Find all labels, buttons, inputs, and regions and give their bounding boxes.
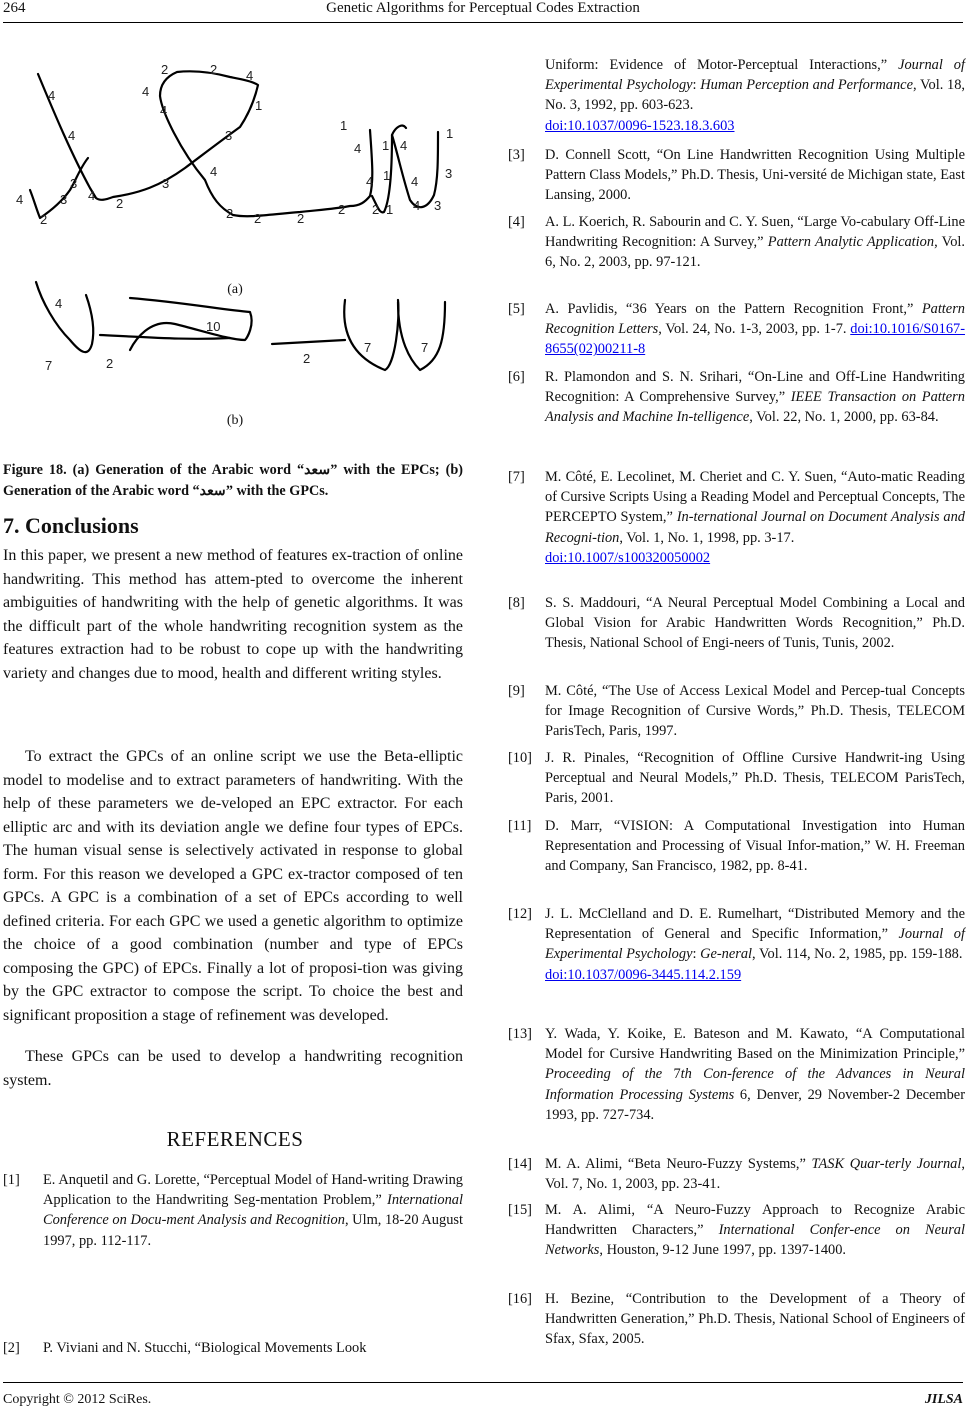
stroke-a-tick <box>392 126 406 135</box>
subfigure-label-b: (b) <box>226 413 244 428</box>
stroke-b-right-arc <box>100 335 230 339</box>
label-a: 4 <box>68 128 76 143</box>
label-a: 4 <box>210 164 218 179</box>
label-a: 2 <box>338 202 346 217</box>
label-a: 3 <box>445 166 453 181</box>
label-a: 1 <box>383 168 391 183</box>
journal-abbrev: JILSA <box>924 1392 963 1407</box>
handwriting-figure <box>0 40 470 440</box>
label-a: 1 <box>446 126 454 141</box>
paragraph: These GPCs can be used to develop a handwriting recognition system. <box>3 1048 463 1089</box>
paragraph: In this paper, we present a new method of features ex-traction of online handwriting. This method has attem-pted to overcome the inherent ambiguities of handwriting with the help of genetic algorithms. It was the difficult part of the whole handwriting recognition system as the features extraction had to be robust to cope up with the handwriting variety and changes due to mood, health and different writing styles. <box>3 547 463 682</box>
label-b: 7 <box>364 340 372 355</box>
label-b: 7 <box>421 340 429 355</box>
stroke-b-u-left <box>344 300 398 370</box>
label-b: 4 <box>55 296 63 311</box>
page-header <box>0 0 966 20</box>
label-a: 3 <box>162 176 170 191</box>
footer-rule <box>3 1382 963 1383</box>
label-a: 1 <box>382 138 390 153</box>
running-title: Genetic Algorithms for Perceptual Codes Extraction <box>326 0 640 16</box>
label-a: 2 <box>161 62 169 77</box>
label-a: 2 <box>40 212 48 227</box>
label-b: 2 <box>303 351 311 366</box>
stroke-b-u-right <box>398 302 445 370</box>
label-a: 2 <box>254 211 262 226</box>
label-a: 4 <box>142 84 150 99</box>
label-a: 4 <box>246 68 254 83</box>
reference-2: [2] P. Viviani and N. Stucchi, “Biological Movements Look <box>3 1340 367 1356</box>
label-a: 2 <box>297 211 305 226</box>
label-a: 4 <box>88 188 96 203</box>
reference-1: [1] E. Anquetil and G. Lorette, “Perceptual Model of Hand-writing Drawing Application to the Handwriting Seg-mentation Problem,” International Conference on Docu-ment Analysis and Recognition, Ulm, 18-20 August 1997, pp. 112-117. <box>3 1172 463 1249</box>
label-a: 2 <box>210 62 218 77</box>
label-a: 4 <box>354 141 362 156</box>
doi-link[interactable]: doi:10.1037/0096-3445.114.2.159 <box>545 966 742 983</box>
stroke-b-x-curve <box>130 298 252 350</box>
label-a: 1 <box>340 118 348 133</box>
label-b: 2 <box>106 356 114 371</box>
label-a: 3 <box>225 128 233 143</box>
label-b: 7 <box>45 358 53 373</box>
figure-18 <box>0 40 470 460</box>
header-rule <box>3 22 963 23</box>
paragraph: To extract the GPCs of an online script we use the Beta-elliptic model to modelise and to extract parameters of handwriting. With the help of these parameters we de-veloped an EPC extractor. For each elliptic arc and with its deviation angle we define four types of EPCs. The human visual sense is selectively activated in response to global form. For this reason we developed a GPC ex-tractor composed of ten GPCs. A GPC is a combination of a set of EPCs according to well defined criteria. For each GPC we used a genetic algorithm to optimize the choice of a good combination (number and type of EPCs composing the GPC) of EPCs. Finally a lot of proposi-tion was giving by the GPC extractor to compose the script. To choice the best and significant proposition a stage of refinement was developed. <box>3 748 463 1024</box>
label-a: 2 <box>372 202 380 217</box>
doi-link[interactable]: doi:10.1016/S0167-8655(02)00211-8 <box>545 321 965 358</box>
label-a: 1 <box>255 98 263 113</box>
label-a: 3 <box>70 176 78 191</box>
stroke-b-line <box>272 340 345 344</box>
label-a: 4 <box>400 138 408 153</box>
doi-link[interactable]: doi:10.1037/0096-1523.18.3.603 <box>545 117 735 134</box>
label-a: 4 <box>411 174 419 189</box>
figure-labels-a <box>16 62 453 227</box>
references-title: REFERENCES <box>166 1127 304 1151</box>
label-a: 3 <box>60 192 68 207</box>
subfigure-label-a: (a) <box>227 282 243 297</box>
page-footer <box>0 1382 966 1414</box>
label-a: 4 <box>160 103 168 118</box>
figure-caption: Figure 18. (a) Generation of the Arabic word “سعد” with the EPCs; (b) Generation of the Arabic word “سعد” with the GPCs. <box>3 462 463 499</box>
doi-link[interactable]: doi:10.1007/s100320050002 <box>545 549 711 566</box>
label-a: 4 <box>413 198 421 213</box>
label-a: 2 <box>226 206 234 221</box>
section-title: 7. Conclusions <box>3 513 139 538</box>
label-a: 4 <box>16 192 24 207</box>
label-a: 4 <box>366 174 374 189</box>
label-a: 2 <box>116 196 124 211</box>
label-a: 3 <box>434 198 442 213</box>
label-a: 1 <box>386 202 394 217</box>
copyright: Copyright © 2012 SciRes. <box>3 1392 152 1407</box>
label-a: 4 <box>48 88 56 103</box>
label-b: 10 <box>206 319 221 334</box>
page-number: 264 <box>3 0 26 16</box>
